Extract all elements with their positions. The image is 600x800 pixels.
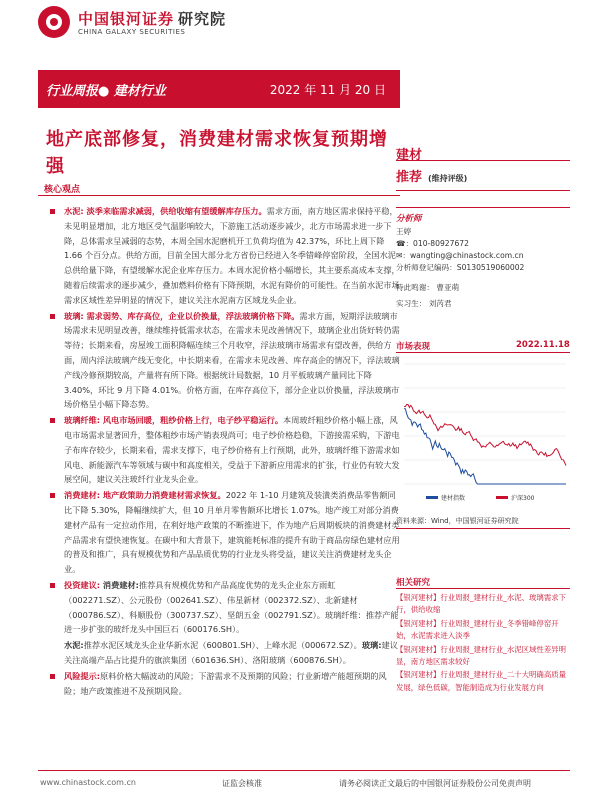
analyst-cert: 分析师登记编码：S0130519060002 — [396, 263, 525, 272]
paragraph-cement: 水泥: 淡季来临需求减弱，供给收缩有望缓解库存压力。需求方面，南方地区需求保持平稳，未见明显增加，北方地区受气温影响较大，下游施工活动逐步减少，北方市场需求进一步下降，总体需求呈减弱的态势，本周全国水泥磨机开工负荷均值为 42.37%，环比上周下降 1.66 个百分点。供给方面，目前全国大部分北方省份已经进入冬季错峰停窑阶段，全国水泥总供给量下降，有望缓解水泥企业库存压力。本周水泥价格小幅增长，其主要系高成本支撑，随着后续需求的逐步减少，叠加燃料价格有下降预期，水泥有降价的可能性。在当前水泥市场需求区域性差异明显的情况下，建议关注水泥南方区域龙头企业。 — [44, 204, 400, 308]
related-item[interactable]: 【银河建材】行业周报_建材行业_水泥、玻璃需求下行，供给收缩 — [396, 593, 566, 615]
source-divider — [396, 528, 570, 529]
market-date: 2022.11.18 — [516, 340, 570, 350]
sidebar-divider — [396, 160, 570, 161]
market-heading: 市场表现 — [396, 342, 431, 352]
report-date: 2022 年 11 月 20 日 — [269, 83, 386, 97]
footer-page: 证监会核准 — [222, 779, 262, 788]
paragraph-investment: 投资建议: 消费建材:推荐具有规模优势和产品高度优势的龙头企业东方雨虹（002271.SZ）、公元股份（002641.SZ）、伟星新材（002372.SZ）、北新建材（000786.SZ）、科顺股份（300737.SZ）、坚朗五金（002791.SZ）。玻璃纤维：推荐产能进一步扩张的玻纤龙头中国巨石（600176.SH）。 — [44, 578, 400, 637]
sidebar-divider — [396, 190, 570, 191]
market-divider — [396, 352, 570, 353]
paragraph-consumer-materials: 消费建材: 地产政策助力消费建材需求恢复。2022 年 1-10 月建筑及装潢类消费品零售额同比下降 5.30%，降幅继续扩大，但 10 月单月零售额环比增长 1.07%。地产竣工对部分消费建材产品有一定拉动作用，在利好地产政策的不断推进下，作为地产后周期板块的消费建材类产品需求有望快速恢复。在碳中和大背景下，建筑能耗标准的提升有助于商品房绿色建材应用的普及和推广，具有规模优势和产品品质优势的行业龙头将受益，建议关注消费建材龙头企业。 — [44, 488, 400, 577]
report-type: 行业周报● 建材行业 — [46, 84, 166, 99]
related-item[interactable]: 【银河建材】行业周报_建材行业_二十大明确高质量发展，绿色低碳，智能制造成为行业发展方向 — [396, 670, 566, 692]
related-item[interactable]: 【银河建材】行业周报_建材行业_水泥区域性差异明显，南方地区需求较好 — [396, 644, 566, 667]
bullet-icon — [50, 314, 55, 319]
footer-disclaimer: 请务必阅读正文最后的中国银河证券股份公司免责声明 — [339, 779, 531, 788]
related-item[interactable]: 【银河建材】行业周报_建材行业_冬季错峰停窑开始，水泥需求进入淡季 — [396, 618, 559, 641]
market-performance-chart — [396, 356, 572, 506]
report-body — [44, 204, 400, 699]
legend-label-building-materials: 建材指数 — [441, 495, 466, 502]
report-banner — [38, 70, 400, 108]
chart-source: 资料来源：Wind，中国银河证券研究院 — [396, 517, 519, 525]
logo-mark-icon — [38, 6, 70, 38]
paragraph-risk: 风险提示:原料价格大幅波动的风险；下游需求不及预期的风险；行业新增产能超预期的风险；地产政策推进不及预期风险。 — [44, 669, 400, 699]
bullet-icon — [50, 583, 55, 588]
bullet-icon — [50, 674, 55, 679]
intern: 实习生： 刘芮君 — [396, 299, 452, 308]
related-heading: 相关研究 — [396, 578, 431, 588]
logo-en-name: CHINA GALAXY SECURITIES — [78, 28, 186, 36]
paragraph-investment-cont: 水泥:推荐水泥区域龙头企业华新水泥（600801.SH）、上峰水泥（000672.SZ）。玻璃:建议关注高端产品占比提升的旗滨集团（601636.SH）、洛阳玻璃（600876.SH）。 — [64, 640, 398, 665]
series-line-csi300 — [404, 404, 566, 465]
logo-institute: 研究院 — [178, 10, 227, 28]
analyst-name: 王婷 — [396, 227, 412, 236]
contributors: 特此鸣谢： 曹亚萌 — [396, 283, 460, 292]
related-list — [396, 592, 570, 695]
logo-cn-name: 中国银河证券 — [78, 10, 175, 28]
report-title: 地产底部修复，消费建材需求恢复预期增强 — [46, 129, 388, 177]
core-divider — [38, 195, 400, 196]
legend-swatch-building-materials — [426, 496, 438, 499]
rating-label: 推荐 (维持评级) — [396, 170, 468, 185]
legend-swatch-csi300 — [496, 496, 508, 499]
company-logo — [38, 6, 258, 42]
footer-site[interactable]: www.chinastock.com.cn — [40, 778, 136, 787]
rating-note: (维持评级) — [428, 174, 468, 183]
bullet-icon — [50, 493, 55, 498]
core-heading: 核心观点 — [44, 185, 81, 195]
legend-label-csi300: 沪深300 — [511, 495, 535, 502]
sidebar-divider — [396, 207, 570, 208]
analyst-heading: 分析师 — [396, 214, 422, 224]
related-divider — [396, 588, 570, 589]
bullet-icon — [50, 209, 55, 214]
industry-label: 建材 — [396, 148, 423, 163]
analyst-email[interactable]: ✉：wangting@chinastock.com.cn — [396, 251, 524, 260]
paragraph-fiberglass: 玻璃纤维: 风电市场回暖，粗纱价格上行，电子纱平稳运行。本周玻纤粗纱价格小幅上涨，风电市场需求显著回升，整体粗纱市场产销表现尚可；电子纱价格趋稳，下游接需采购，下游电子布库存较少，长期来看，需求支撑下，电子纱价格有上行预期，此外，玻璃纤维下游需求如风电、新能源汽车等领域与碳中和高度相关，受益于下游新应用需求的扩张，行业仍有较大发展空间，建议关注玻纤行业龙头企业。 — [44, 413, 400, 487]
paragraph-glass: 玻璃: 需求弱势、库存高位，企业以价换量，浮法玻璃价格下降。需求方面，短期浮法玻璃市场需求未见明显改善，继续维持低需求状态，在需求未见改善情况下，玻璃企业出货好转仍需等待；长期来看，房屋竣工面积降幅连续三个月收窄，浮法玻璃市场需求有望改善，供给方面，周内浮法玻璃产线无变化，中长期来看，在需求未见改善、库存高企的情况下，浮法玻璃产线冷修预期较高，产量将有所下降。根据统计局数据，10 月平板玻璃产量同比下降 3.40%，环比 9 月下降 4.01%。价格方面，在库存高位下，部分企业以价换量，浮法玻璃市场价格呈小幅下降态势。 — [44, 309, 400, 413]
analyst-phone: ☎：010-80927672 — [396, 239, 469, 248]
bullet-icon — [50, 418, 55, 423]
footer-divider — [38, 770, 570, 771]
